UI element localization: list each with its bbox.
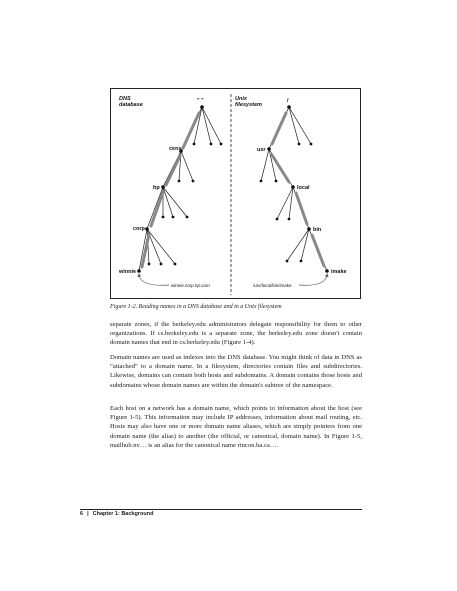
unix-node-imake: imake bbox=[331, 269, 347, 275]
unix-header-line1: Unix bbox=[235, 96, 247, 102]
dns-result-label: winnie.corp.hp.com bbox=[171, 283, 210, 288]
unix-header-line2: filesystem bbox=[235, 102, 262, 108]
paragraph-1: separate zones, if the berkeley.edu administrators delegate responsibility for them to other organizations. If cs.berkeley.edu is a separate zone, the berkeley.edu zone doesn't contain domain names that end in cs.berkeley.edu (Figure 1-4). bbox=[110, 321, 362, 347]
dns-result-arrow bbox=[139, 275, 169, 285]
paragraph-3: Each host on a network has a domain name, which points to information about the host (see Figure 1-5). This information may include IP addresses, information about mail routing, etc. Hosts may also have one or more domain name aliases, which are simply pointers from one domain name (the alias) to another (the official, or canonical, domain name). In Figure 1-5, mailhub.nv… is an alias for the canonical name rincon.ba.ca…. bbox=[110, 405, 362, 449]
dns-tree-edges bbox=[139, 107, 221, 271]
unix-node-bin: bin bbox=[313, 227, 322, 233]
unix-result-label: /usr/local/bin/imake bbox=[253, 283, 292, 288]
dns-node-hp: hp bbox=[153, 185, 160, 191]
unix-result-arrow bbox=[299, 275, 327, 285]
page-footer bbox=[80, 511, 153, 517]
figure-diagram bbox=[111, 89, 362, 300]
figure-caption: Figure 1-2. Reading names in a DNS database and in a Unix filesystem bbox=[110, 304, 282, 310]
dns-node-cens: cens bbox=[169, 146, 182, 152]
unix-node-local: local bbox=[297, 185, 310, 191]
dns-node-corp: corp bbox=[133, 226, 145, 232]
footer-separator: | bbox=[87, 511, 89, 517]
dns-header-line1: DNS bbox=[119, 96, 131, 102]
dns-root-label: " " bbox=[197, 98, 204, 104]
unix-root-label: / bbox=[287, 98, 289, 104]
figure-dns-unix bbox=[110, 88, 361, 299]
paragraph-2: Domain names are used as indexes into the DNS database. You might think of data in DNS as “attached” to a domain name. In a filesystem, directories contain files and subdirectories. Likewise, domains can contain both hosts and subdomains. A domain contains those hosts and subdomains whose domain names are within the domain's subtree of the namespace. bbox=[110, 354, 362, 389]
chapter-title: Chapter 1: Background bbox=[92, 511, 154, 517]
page-number: 6 bbox=[80, 511, 84, 517]
footer-rule bbox=[80, 509, 362, 510]
dns-node-winnie: winnie bbox=[119, 269, 137, 275]
unix-node-usr: usr bbox=[257, 147, 266, 153]
dns-tree-nodes bbox=[137, 105, 222, 273]
dns-highlight-path bbox=[142, 113, 199, 267]
dns-header-line2: database bbox=[119, 102, 143, 108]
